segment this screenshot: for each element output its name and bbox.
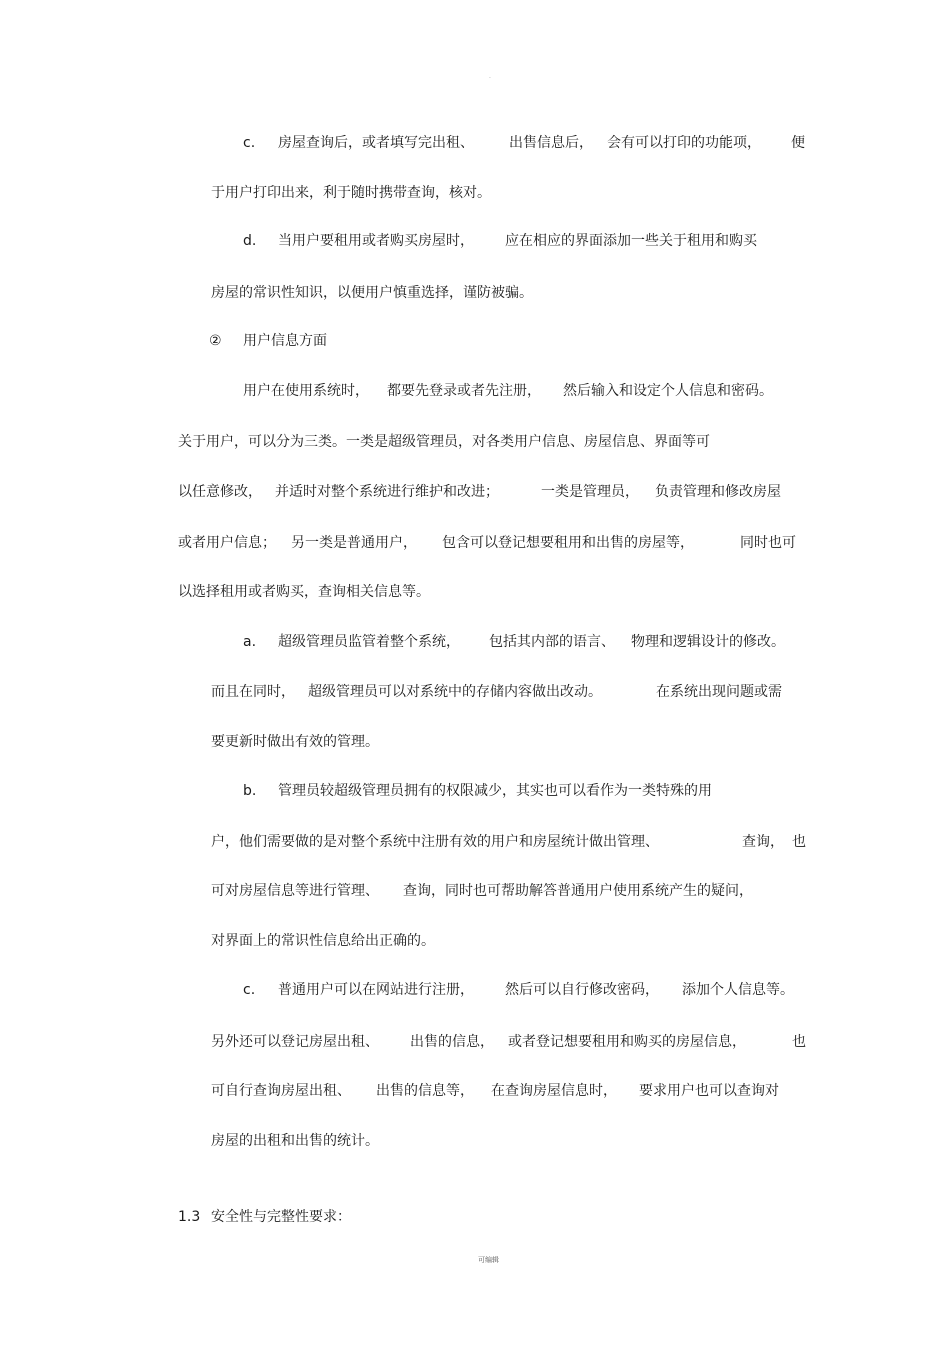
para-users-line-1 — [243, 382, 773, 400]
section-heading — [209, 332, 327, 350]
para-c2-line-3 — [211, 1082, 779, 1100]
text-segment: 房屋查询后，或者填写完出租、 — [278, 135, 474, 151]
section-marker: ② — [209, 333, 222, 349]
para-b-line-1 — [243, 782, 712, 800]
item-marker: c. — [243, 982, 256, 998]
para-c2-line-2 — [211, 1033, 806, 1051]
text-segment: 另一类是普通用户， — [291, 535, 417, 551]
text-segment: 都要先登录或者先注册， — [387, 383, 541, 399]
para-a-line-3: 要更新时做出有效的管理。 — [211, 734, 379, 750]
para-d1-line-2: 房屋的常识性知识，以便用户慎重选择，谨防被骗。 — [211, 285, 533, 301]
para-c2-line-1 — [243, 981, 794, 999]
text-segment: 管理员较超级管理员拥有的权限减少，其实也可以看作为一类特殊的用 — [278, 783, 712, 799]
item-marker: d. — [243, 233, 257, 249]
page-footer: 可编辑 — [478, 1256, 499, 1264]
para-c2-line-4: 房屋的出租和出售的统计。 — [211, 1133, 379, 1149]
heading-title: 安全性与完整性要求： — [211, 1209, 351, 1225]
text-segment: 或者登记想要租用和购买的房屋信息， — [508, 1034, 746, 1050]
text-segment: 也 — [792, 834, 806, 850]
text-segment: 另外还可以登记房屋出租、 — [211, 1034, 379, 1050]
para-b-line-3 — [211, 882, 753, 900]
item-marker: b. — [243, 783, 257, 799]
text-segment: 出售信息后， — [509, 135, 593, 151]
text-segment: 在系统出现问题或需 — [656, 684, 782, 700]
item-marker: c. — [243, 135, 256, 151]
text-segment: 或者用户信息； — [178, 535, 276, 551]
text-segment: 出售的信息等， — [376, 1083, 474, 1099]
text-segment: 添加个人信息等。 — [682, 982, 794, 998]
text-segment: 可自行查询房屋出租、 — [211, 1083, 351, 1099]
para-users-line-4 — [178, 534, 796, 552]
text-segment: 并适时对整个系统进行维护和改进； — [275, 484, 499, 500]
item-marker: a. — [243, 634, 257, 650]
heading-number: 1.3 — [178, 1209, 201, 1225]
section-heading-1-3 — [178, 1208, 351, 1226]
text-segment: 物理和逻辑设计的修改。 — [631, 634, 785, 650]
text-segment: 也 — [792, 1034, 806, 1050]
text-segment: 然后输入和设定个人信息和密码。 — [563, 383, 773, 399]
text-segment: 包括其内部的语言、 — [489, 634, 615, 650]
para-d1-line-1 — [243, 232, 757, 250]
decor-dot: . — [489, 73, 491, 80]
text-segment: 以任意修改， — [178, 484, 262, 500]
para-users-line-5: 以选择租用或者购买，查询相关信息等。 — [178, 584, 430, 600]
para-users-line-2: 关于用户，可以分为三类。一类是超级管理员，对各类用户信息、房屋信息、界面等可 — [178, 434, 710, 450]
para-b-line-4: 对界面上的常识性信息给出正确的。 — [211, 933, 435, 949]
text-segment: 普通用户可以在网站进行注册， — [278, 982, 474, 998]
text-segment: 超级管理员可以对系统中的存储内容做出改动。 — [308, 684, 602, 700]
text-segment: 当用户要租用或者购买房屋时， — [278, 233, 474, 249]
text-segment: 在查询房屋信息时， — [491, 1083, 617, 1099]
text-segment: 用户在使用系统时， — [243, 383, 369, 399]
text-segment: 负责管理和修改房屋 — [655, 484, 781, 500]
para-a-line-2 — [211, 683, 782, 701]
text-segment: 包含可以登记想要租用和出售的房屋等， — [442, 535, 694, 551]
text-segment: 一类是管理员， — [541, 484, 639, 500]
section-title: 用户信息方面 — [243, 333, 327, 349]
text-segment: 同时也可 — [740, 535, 796, 551]
text-segment: 查询， — [742, 834, 784, 850]
text-segment: 户，他们需要做的是对整个系统中注册有效的用户和房屋统计做出管理、 — [211, 834, 659, 850]
para-a-line-1 — [243, 633, 785, 651]
text-segment: 可对房屋信息等进行管理、 — [211, 883, 379, 899]
para-users-line-3 — [178, 483, 781, 501]
text-segment: 会有可以打印的功能项， — [607, 135, 761, 151]
text-segment: 而且在同时， — [211, 684, 295, 700]
text-segment: 便 — [791, 135, 805, 151]
para-c1-line-1 — [243, 134, 805, 152]
text-segment: 要求用户也可以查询对 — [639, 1083, 779, 1099]
text-segment: 出售的信息， — [410, 1034, 494, 1050]
para-b-line-2 — [211, 833, 806, 851]
text-segment: 然后可以自行修改密码， — [505, 982, 659, 998]
text-segment: 应在相应的界面添加一些关于租用和购买 — [505, 233, 757, 249]
text-segment: 查询，同时也可帮助解答普通用户使用系统产生的疑问， — [403, 883, 753, 899]
text-segment: 超级管理员监管着整个系统， — [278, 634, 460, 650]
para-c1-line-2: 于用户打印出来，利于随时携带查询，核对。 — [211, 185, 491, 201]
